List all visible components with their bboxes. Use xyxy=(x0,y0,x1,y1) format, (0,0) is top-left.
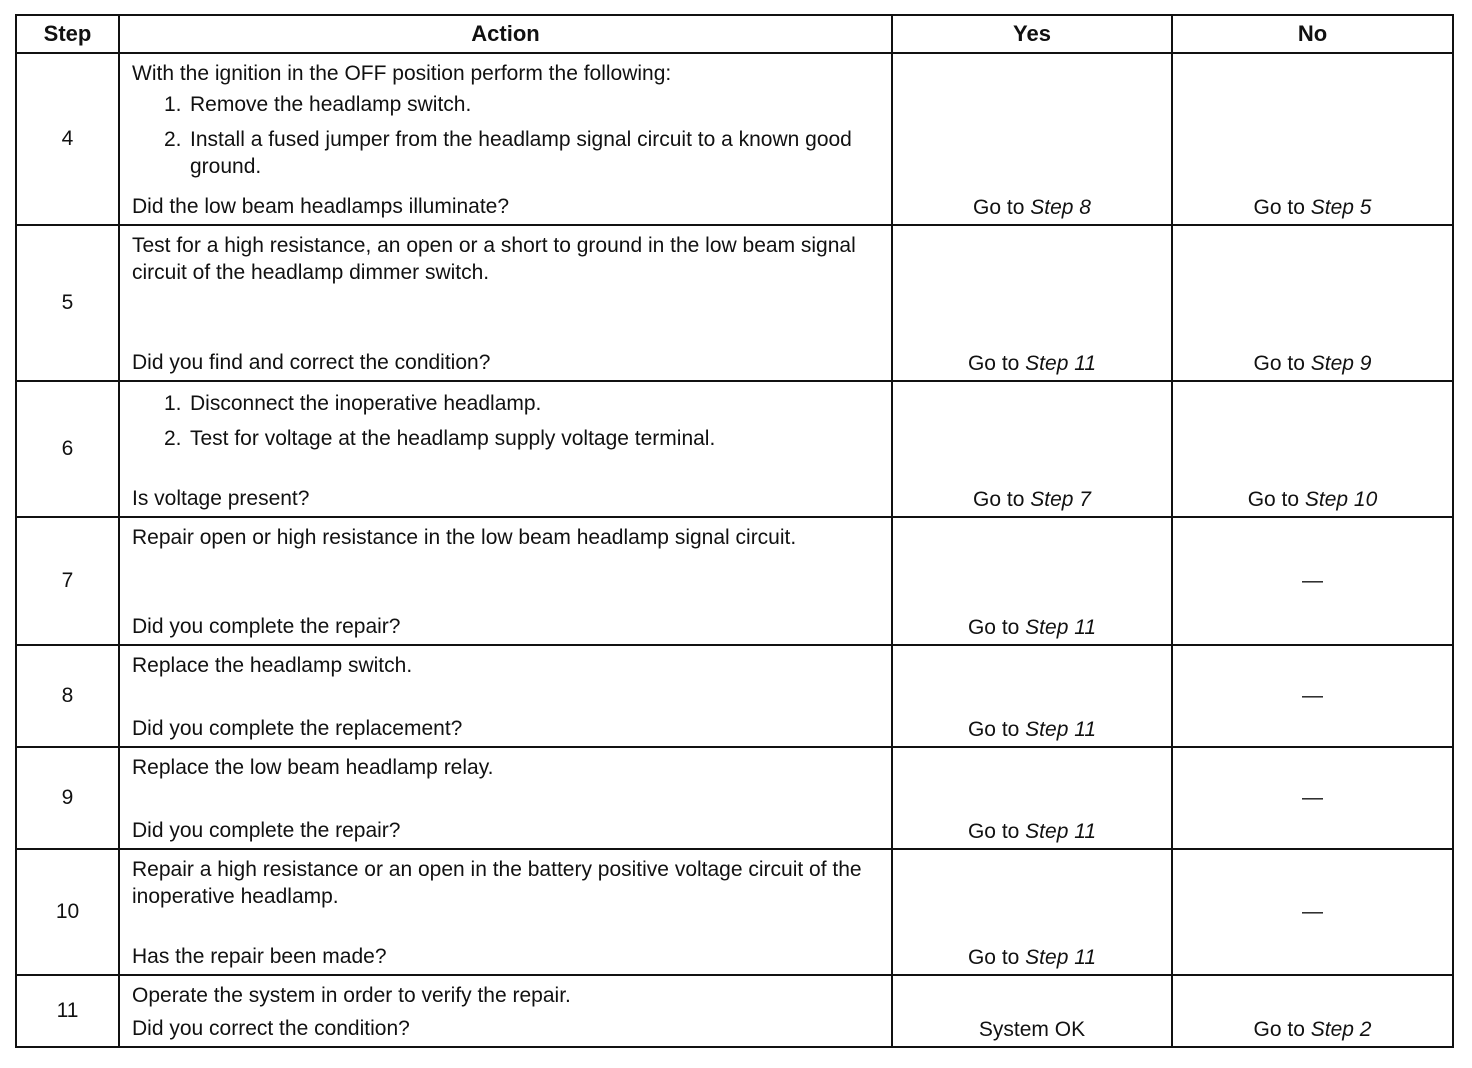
table-row xyxy=(16,645,1453,747)
table-row xyxy=(16,849,1453,975)
action-question: Has the repair been made? xyxy=(132,945,387,968)
step-number: 4 xyxy=(16,53,119,225)
no-result: Go to Step 10 xyxy=(1172,381,1453,517)
diagnostic-table xyxy=(15,14,1454,1048)
substep: 1. Remove the headlamp switch. xyxy=(164,93,472,116)
no-result-dash: — xyxy=(1172,645,1453,747)
step-number: 8 xyxy=(16,645,119,747)
header-action: Action xyxy=(119,15,892,53)
no-result: Go to Step 9 xyxy=(1172,225,1453,381)
no-result-dash: — xyxy=(1172,517,1453,645)
header-yes: Yes xyxy=(892,15,1172,53)
yes-result: Go to Step 11 xyxy=(892,747,1172,849)
no-result-dash: — xyxy=(1172,747,1453,849)
table-row xyxy=(16,747,1453,849)
action-cell xyxy=(119,747,892,849)
header-step: Step xyxy=(16,15,119,53)
action-intro: Repair open or high resistance in the low beam headlamp signal circuit. xyxy=(132,526,797,549)
action-question: Did the low beam headlamps illuminate? xyxy=(132,195,510,218)
step-number: 10 xyxy=(16,849,119,975)
substep-list xyxy=(132,91,879,180)
action-cell xyxy=(119,225,892,381)
table-row xyxy=(16,975,1453,1047)
action-question: Did you complete the replacement? xyxy=(132,717,463,740)
action-cell xyxy=(119,975,892,1047)
action-cell xyxy=(119,645,892,747)
yes-result: System OK xyxy=(892,975,1172,1047)
yes-result: Go to Step 7 xyxy=(892,381,1172,517)
step-number: 6 xyxy=(16,381,119,517)
substep: 2. Install a fused jumper from the headlamp signal circuit to a known good ground. xyxy=(164,128,852,178)
action-intro: Replace the headlamp switch. xyxy=(132,654,413,677)
action-intro: Test for a high resistance, an open or a short to ground in the low beam signal circuit of the headlamp dimmer switch. xyxy=(132,234,856,284)
action-intro: With the ignition in the OFF position perform the following: xyxy=(132,62,672,85)
substep: 2. Test for voltage at the headlamp supply voltage terminal. xyxy=(164,427,716,450)
step-number: 5 xyxy=(16,225,119,381)
step-number: 7 xyxy=(16,517,119,645)
no-result: Go to Step 2 xyxy=(1172,975,1453,1047)
action-cell xyxy=(119,517,892,645)
header-row xyxy=(16,15,1453,53)
yes-result: Go to Step 11 xyxy=(892,849,1172,975)
substep: 1. Disconnect the inoperative headlamp. xyxy=(164,392,542,415)
table-row xyxy=(16,381,1453,517)
no-result-dash: — xyxy=(1172,849,1453,975)
yes-result: Go to Step 11 xyxy=(892,225,1172,381)
step-number: 9 xyxy=(16,747,119,849)
action-intro: Replace the low beam headlamp relay. xyxy=(132,756,494,779)
yes-result: Go to Step 11 xyxy=(892,517,1172,645)
action-cell xyxy=(119,53,892,225)
yes-result: Go to Step 8 xyxy=(892,53,1172,225)
action-intro: Repair a high resistance or an open in the battery positive voltage circuit of the inoperative headlamp. xyxy=(132,858,862,908)
action-question: Did you correct the condition? xyxy=(132,1017,410,1040)
header-no: No xyxy=(1172,15,1453,53)
table-row xyxy=(16,53,1453,225)
step-number: 11 xyxy=(16,975,119,1047)
action-cell xyxy=(119,381,892,517)
action-question: Did you complete the repair? xyxy=(132,615,401,638)
action-question: Did you complete the repair? xyxy=(132,819,401,842)
action-question: Is voltage present? xyxy=(132,487,310,510)
action-cell xyxy=(119,849,892,975)
table-row xyxy=(16,517,1453,645)
action-intro: Operate the system in order to verify the repair. xyxy=(132,984,571,1007)
table-row xyxy=(16,225,1453,381)
no-result: Go to Step 5 xyxy=(1172,53,1453,225)
yes-result: Go to Step 11 xyxy=(892,645,1172,747)
substep-list xyxy=(132,388,879,460)
action-question: Did you find and correct the condition? xyxy=(132,351,491,374)
